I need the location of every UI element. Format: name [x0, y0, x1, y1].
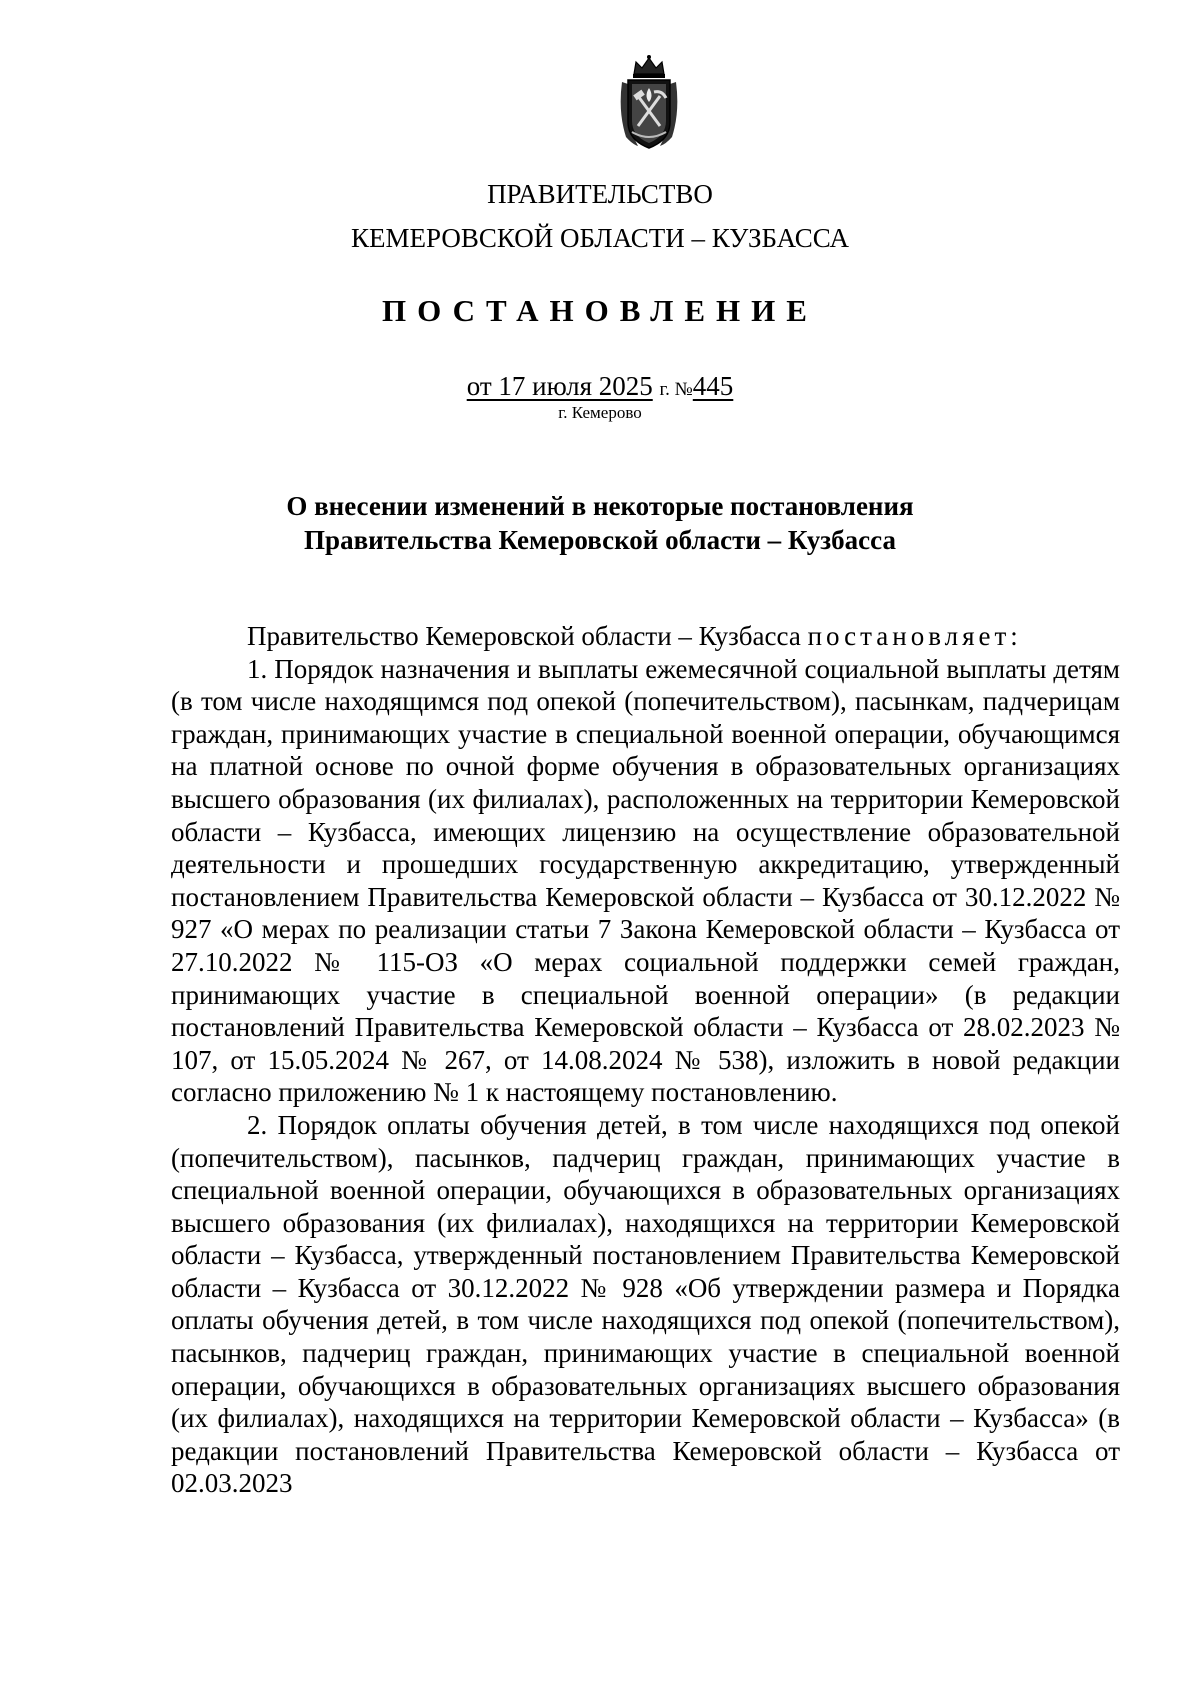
paragraph-1: 1. Порядок назначения и выплаты ежемесячной социальной выплаты детям (в том числе находящимся под опекой (попечительством), пасынкам, падчерицам граждан, принимающих участие в специальной военной операции, обучающимся на платной основе по очной форме обучения в образовательных организациях высшего образования (их филиалах), расположенных на территории Кемеровской области – Кузбасса, имеющих лицензию на осуществление образовательной деятельности и прошедших государственную аккредитацию, утвержденный постановлением Правительства Кемеровской области – Кузбасса от 30.12.2022 № 927 «О мерах по реализации статьи 7 Закона Кемеровской области – Кузбасса от 27.10.2022 № 115-ОЗ «О мерах социальной поддержки семей граждан, принимающих участие в специальной военной операции» (в редакции постановлений Правительства Кемеровской области – Кузбасса от 28.02.2023 № 107, от 15.05.2024 № 267, от 14.08.2024 № 538), изложить в новой редакции согласно приложению № 1 к настоящему постановлению. [171, 653, 1120, 1108]
document-number: 445 [692, 371, 734, 401]
kuzbass-coat-of-arms-icon [614, 52, 684, 152]
organization-name: ПРАВИТЕЛЬСТВО [487, 179, 713, 209]
document-type-heading: ПОСТАНОВЛЕНИЕ [382, 293, 818, 328]
intro-paragraph [171, 620, 1120, 653]
document-body [171, 620, 1120, 1500]
year-number-label: г. № [659, 379, 693, 400]
paragraph-2: 2. Порядок оплаты обучения детей, в том числе находящихся под опекой (попечительством), пасынков, падчериц граждан, принимающих участие в специальной военной операции, обучающихся в образовательных организациях высшего образования (их филиалах), находящихся на территории Кемеровской области – Кузбасса, утвержденный постановлением Правительства Кемеровской области – Кузбасса от 30.12.2022 № 928 «Об утверждении размера и Порядка оплаты обучения детей, в том числе находящихся под опекой (попечительством), пасынков, падчериц граждан, принимающих участие в специальной военной операции, обучающихся в образовательных организациях высшего образования (их филиалах), находящихся на территории Кемеровской области – Кузбасса» (в редакции постановлений Правительства Кемеровской области – Кузбасса от 02.03.2023 [171, 1109, 1120, 1499]
city-name: г. Кемерово [558, 403, 642, 422]
document-title [0, 489, 1200, 557]
title-line-2: Правительства Кемеровской области – Кузбасса [304, 525, 896, 555]
title-line-1: О внесении изменений в некоторые постановления [286, 491, 914, 521]
document-date: от 17 июля 2025 [466, 371, 653, 401]
region-name: КЕМЕРОВСКОЙ ОБЛАСТИ – КУЗБАССА [351, 223, 849, 253]
intro-text: Правительство Кемеровской области – Кузбасса [247, 621, 801, 651]
intro-verb: постановляет: [807, 621, 1022, 651]
date-and-number-line [0, 370, 1200, 406]
